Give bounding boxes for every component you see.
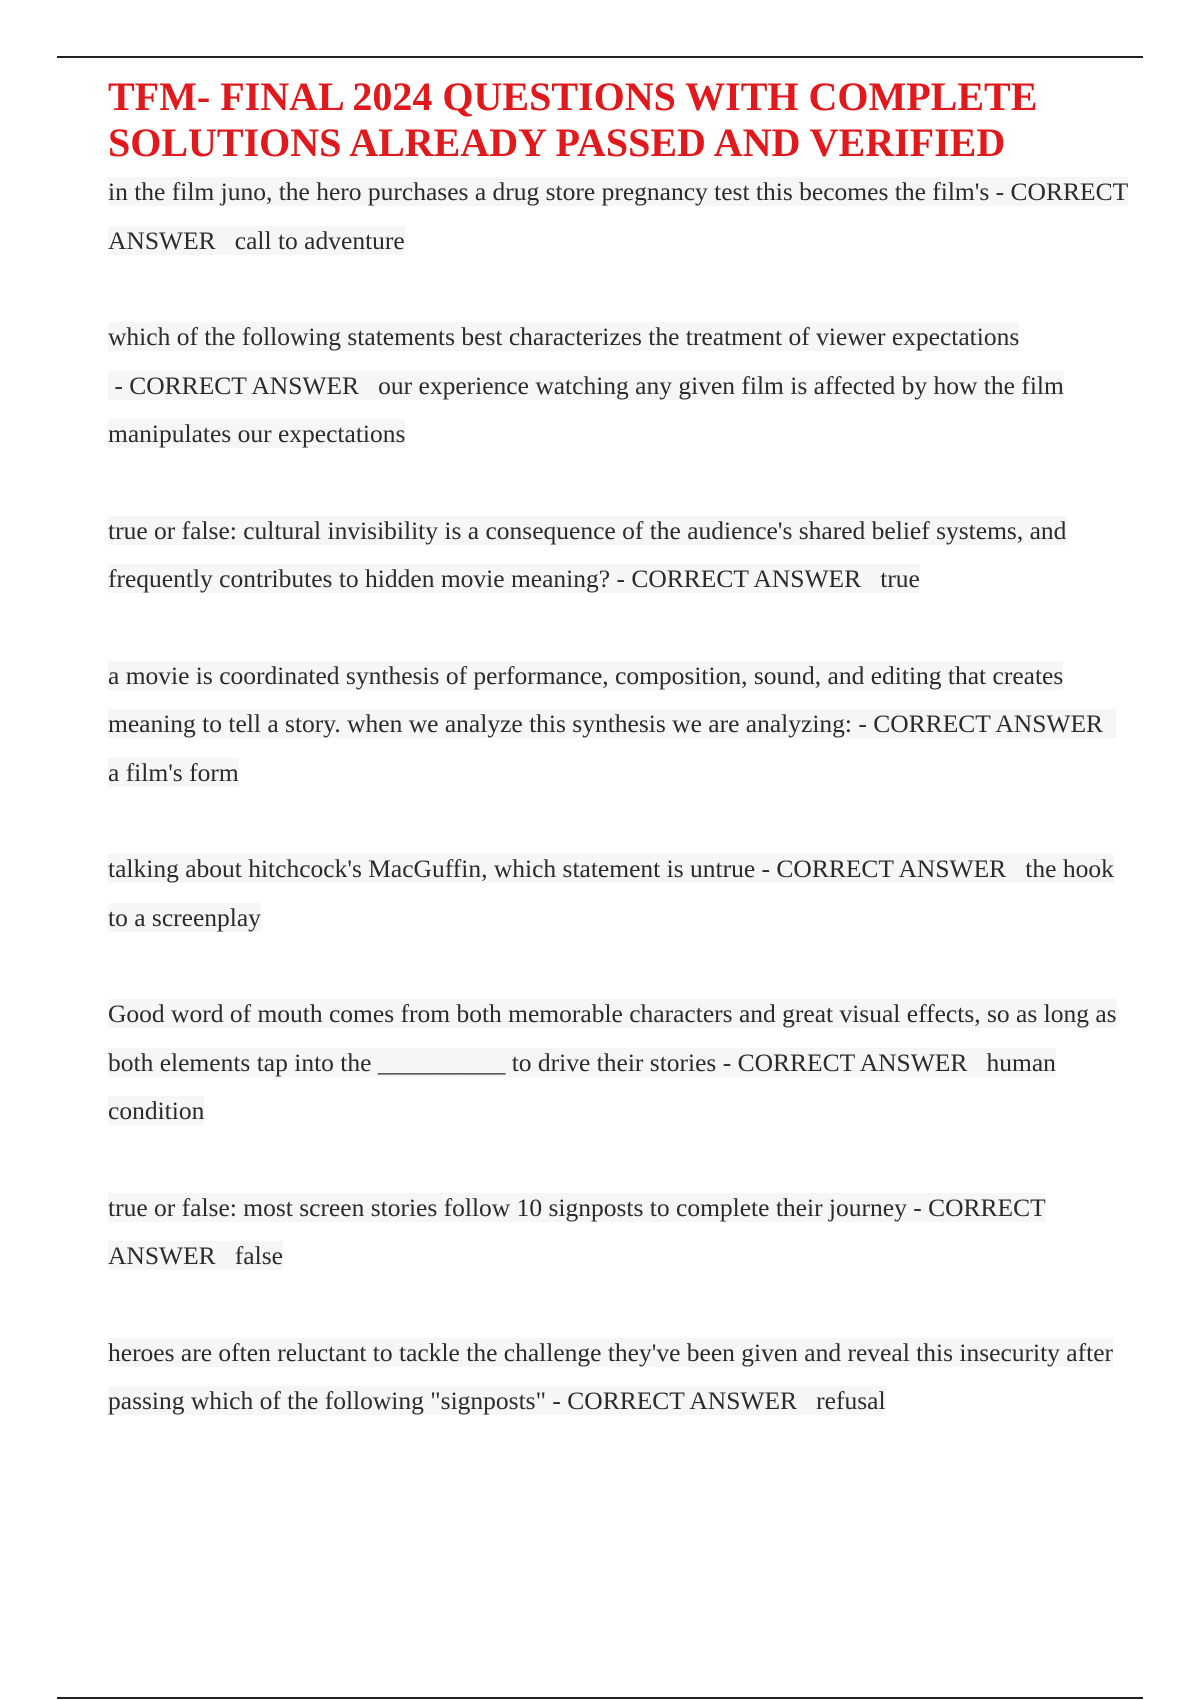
top-rule	[57, 56, 1143, 58]
answer-text: our experience watching any given film is affected by how the film manipulates our expectations	[108, 370, 1064, 448]
document-body	[108, 74, 1128, 1474]
qa-item	[108, 845, 1128, 942]
document-title	[108, 74, 1128, 166]
question-text: Good word of mouth comes from both memorable characters and great visual effects, so as long as both elements tap into the __________ to drive their stories	[108, 999, 1117, 1077]
bottom-rule	[57, 1697, 1143, 1699]
answer-label: CORRECT ANSWER	[129, 370, 360, 400]
answer-label: CORRECT ANSWER	[108, 177, 1128, 255]
answer-text: refusal	[816, 1386, 886, 1415]
qa-item	[108, 1329, 1128, 1426]
title-line-1: TFM- FINAL 2024 QUESTIONS WITH COMPLETE	[108, 74, 1038, 119]
answer-text: the hook to a screenplay	[108, 854, 1114, 932]
qa-item	[108, 313, 1128, 459]
question-text: a movie is coordinated synthesis of performance, composition, sound, and editing that creates meaning to tell a story. when we analyze this synthesis we are analyzing:	[108, 660, 1064, 738]
question-text: heroes are often reluctant to tackle the challenge they've been given and reveal this insecurity after passing which of the following "signposts"	[108, 1337, 1114, 1415]
separator: -	[610, 564, 632, 593]
qa-item	[108, 652, 1128, 798]
answer-text: a film's form	[108, 757, 239, 787]
title-line-2: SOLUTIONS ALREADY PASSED AND VERIFIED	[108, 120, 1006, 165]
answer-label: CORRECT ANSWER	[108, 1192, 1046, 1270]
qa-item	[108, 1184, 1128, 1281]
separator: -	[989, 177, 1011, 206]
answer-label: CORRECT ANSWER	[873, 709, 1104, 738]
qa-item	[108, 168, 1128, 265]
question-text: true or false: most screen stories follow 10 signposts to complete their journey	[108, 1192, 907, 1222]
answer-label: CORRECT ANSWER	[567, 1386, 798, 1415]
separator: -	[755, 854, 777, 883]
question-text: which of the following statements best characterizes the treatment of viewer expectations	[108, 322, 1020, 351]
answer-text: call to adventure	[234, 225, 405, 255]
answer-text: human condition	[108, 1047, 1056, 1125]
separator: -	[906, 1192, 929, 1222]
answer-text: false	[234, 1241, 283, 1270]
question-text: in the film juno, the hero purchases a drug store pregnancy test this becomes the film's	[108, 177, 990, 206]
question-text: true or false: cultural invisibility is a consequence of the audience's shared belief systems, and frequently contributes to hidden movie meaning?	[108, 515, 1067, 593]
question-text: talking about hitchcock's MacGuffin, which statement is untrue	[108, 854, 756, 883]
qa-item	[108, 507, 1128, 604]
answer-label: CORRECT ANSWER	[776, 854, 1007, 883]
separator: -	[716, 1047, 738, 1077]
answer-text: true	[880, 564, 920, 593]
separator: -	[852, 709, 874, 738]
qa-item	[108, 990, 1128, 1136]
separator: -	[108, 370, 130, 400]
answer-label: CORRECT ANSWER	[737, 1047, 968, 1077]
separator: -	[546, 1386, 568, 1415]
answer-label: CORRECT ANSWER	[631, 564, 862, 593]
